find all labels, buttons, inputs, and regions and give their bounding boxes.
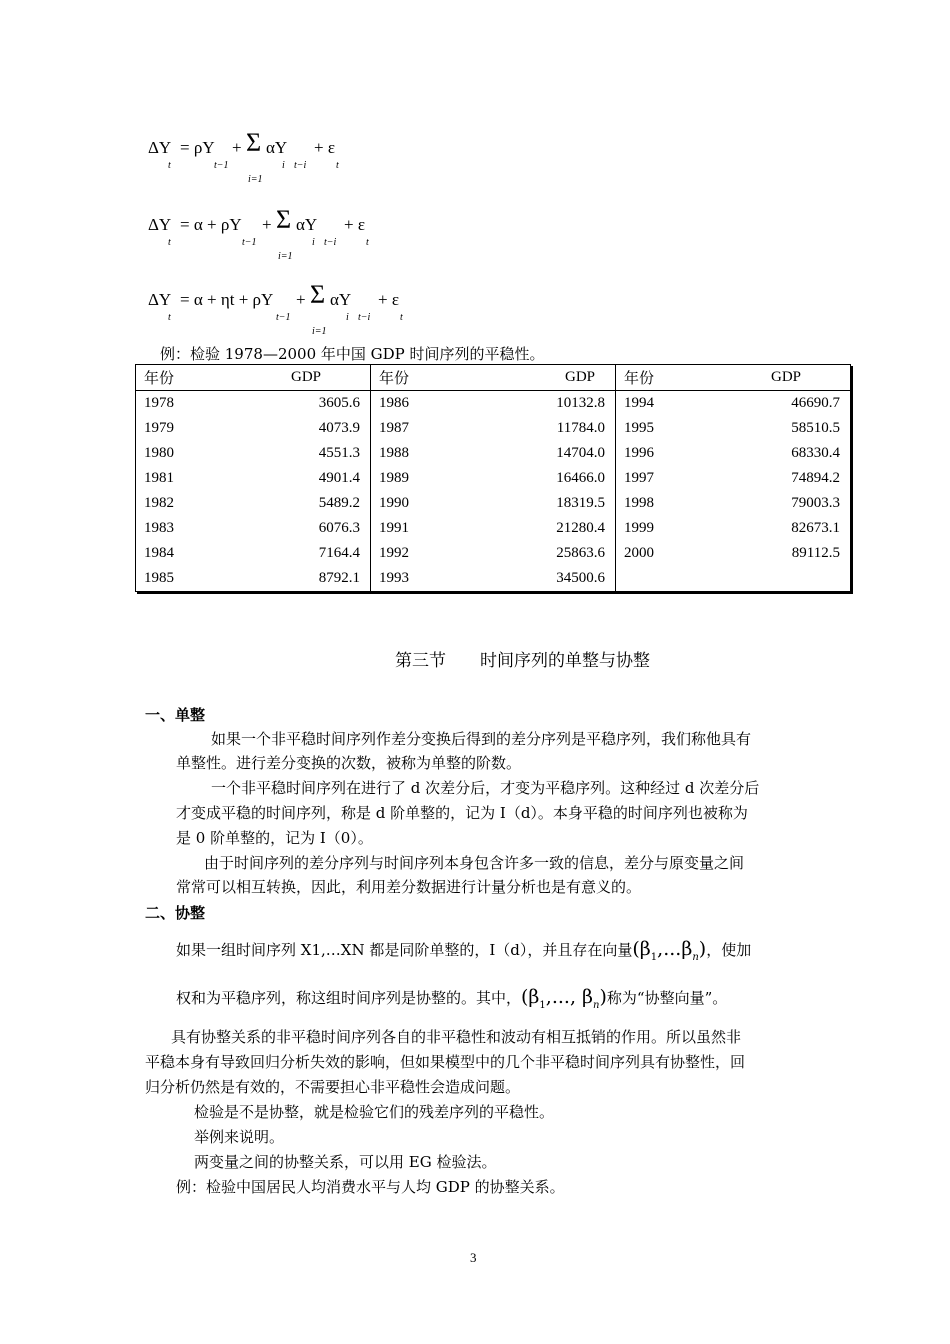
- paragraph-2-line-1: 一个非平稳时间序列在进行了 d 次差分后，才变为平稳序列。这种经过 d 次差分后: [211, 779, 760, 797]
- table-row: [136, 441, 851, 466]
- eq1-sum: Σ: [246, 128, 262, 157]
- gdp-cell: [728, 566, 851, 592]
- header-year-1: 年份: [136, 365, 249, 391]
- year-cell: 1986: [371, 391, 484, 417]
- gdp-cell: 74894.2: [791, 470, 840, 486]
- table-row: [136, 541, 851, 566]
- year-cell: 1990: [371, 491, 484, 516]
- eq1-sub-ti: t−i: [294, 160, 307, 171]
- paragraph-4-line-1: [176, 937, 816, 970]
- paragraph-9: 例：检验中国居民人均消费水平与人均 GDP 的协整关系。: [176, 1178, 565, 1196]
- year-cell: 1991: [371, 516, 484, 541]
- paragraph-1-line-2: 单整性。进行差分变换的次数，被称为单整的阶数。: [176, 754, 522, 772]
- table-row: [136, 466, 851, 491]
- eq1-rhs: = ρY: [180, 138, 215, 157]
- table-row: [136, 491, 851, 516]
- year-cell: 1993: [371, 566, 484, 592]
- eq1-lhs: ΔY: [148, 138, 172, 157]
- year-cell: 1995: [616, 416, 729, 441]
- vec1-sub-1: 1: [650, 951, 658, 963]
- year-cell: 1979: [144, 420, 174, 436]
- gdp-cell: 79003.3: [791, 495, 840, 511]
- year-cell: 1982: [144, 495, 174, 511]
- eq3-sub-i1: i=1: [312, 326, 327, 337]
- gdp-cell: 4901.4: [318, 470, 360, 486]
- year-cell: [616, 566, 729, 592]
- gdp-cell: 82673.1: [791, 520, 840, 536]
- paragraph-4-line-2: [176, 985, 816, 1018]
- eq1-sub-t: t: [168, 160, 171, 171]
- paragraph-6: 检验是不是协整，就是检验它们的残差序列的平稳性。: [194, 1103, 555, 1121]
- eq2-sub-ti: t−i: [324, 237, 337, 248]
- header-gdp-1: GDP: [248, 365, 371, 391]
- eq2-plus: +: [262, 215, 272, 234]
- gdp-cell: 5489.2: [318, 495, 360, 511]
- page-number: 3: [470, 1250, 477, 1265]
- vec2-sub-n: n: [593, 999, 600, 1011]
- paragraph-4-line-2-tail: 称为“协整向量”。: [606, 989, 728, 1007]
- eq2-sub-t: t: [168, 237, 171, 248]
- gdp-cell: 18319.5: [556, 495, 605, 511]
- year-cell: 1981: [144, 470, 174, 486]
- eq2-rhs: = α + ρY: [180, 215, 242, 234]
- equation-1: [148, 128, 408, 188]
- eq2-sub-t1: t−1: [242, 237, 257, 248]
- eq3-term: αY: [330, 290, 352, 309]
- gdp-cell: 58510.5: [791, 420, 840, 436]
- eq2-term: αY: [296, 215, 318, 234]
- paragraph-1-line-1: 如果一个非平稳时间序列作差分变换后得到的差分序列是平稳序列，我们称他具有: [211, 730, 752, 748]
- paragraph-4-line-1-text: 如果一组时间序列 X1,…XN 都是同阶单整的，I（d），并且存在向量: [176, 941, 633, 959]
- gdp-cell: 16466.0: [556, 470, 605, 486]
- gdp-cell: 25863.6: [556, 545, 605, 561]
- paragraph-7: 举例来说明。: [194, 1128, 285, 1146]
- table-row: [136, 391, 851, 417]
- eq2-sub-i: i: [312, 237, 315, 248]
- eq1-term: αY: [266, 138, 288, 157]
- gdp-cell: 7164.4: [318, 545, 360, 561]
- eq3-plus: +: [296, 290, 306, 309]
- gdp-cell: 6076.3: [318, 520, 360, 536]
- equation-3: [148, 280, 478, 340]
- gdp-table: [135, 364, 851, 592]
- paragraph-4-line-1-tail: ，使加: [706, 941, 752, 959]
- eq1-sub-t-eps: t: [336, 160, 339, 171]
- eq1-plus: +: [232, 138, 242, 157]
- gdp-cell: 68330.4: [791, 445, 840, 461]
- eq3-sub-t: t: [168, 312, 171, 323]
- example-caption: 例：检验 1978—2000 年中国 GDP 时间序列的平稳性。: [160, 345, 545, 363]
- year-cell: 1989: [371, 466, 484, 491]
- vec2-sub-1: 1: [539, 999, 546, 1011]
- year-cell: 1994: [616, 391, 729, 417]
- eq2-sum: Σ: [276, 205, 292, 234]
- gdp-cell: 8792.1: [318, 570, 360, 586]
- gdp-cell: 46690.7: [791, 395, 840, 411]
- eq3-sub-t1: t−1: [276, 312, 291, 323]
- gdp-cell: 3605.6: [318, 395, 360, 411]
- header-year-3: 年份: [616, 365, 729, 391]
- gdp-cell: 4073.9: [318, 420, 360, 436]
- eq1-sub-t1: t−1: [214, 160, 229, 171]
- year-cell: 1987: [371, 416, 484, 441]
- year-cell: 1997: [616, 466, 729, 491]
- eq3-sum: Σ: [310, 280, 326, 309]
- table-row: [136, 416, 851, 441]
- subsection-heading-2: 二、协整: [145, 904, 206, 922]
- gdp-cell: 21280.4: [556, 520, 605, 536]
- vec1-sub-n: n: [692, 951, 699, 963]
- header-year-2: 年份: [371, 365, 484, 391]
- paragraph-4-line-2-text: 权和为平稳序列，称这组时间序列是协整的。其中，: [176, 989, 522, 1007]
- equation-2: [148, 205, 448, 265]
- cointegration-vector-2: ($\beta_1$,..., $\beta_n$): [521, 986, 607, 1011]
- year-cell: 2000: [616, 541, 729, 566]
- eq1-sub-i: i: [282, 160, 285, 171]
- eq3-rhs: = α + ηt + ρY: [180, 290, 274, 309]
- year-cell: 1984: [144, 545, 174, 561]
- eq3-sub-t-eps: t: [400, 312, 403, 323]
- paragraph-5-line-3: 归分析仍然是有效的，不需要担心非平稳性会造成问题。: [145, 1078, 521, 1096]
- paragraph-5-line-2: 平稳本身有导致回归分析失效的影响，但如果模型中的几个非平稳时间序列具有协整性，回: [145, 1053, 746, 1071]
- table-row: [136, 566, 851, 592]
- year-cell: 1988: [371, 441, 484, 466]
- year-cell: 1992: [371, 541, 484, 566]
- eq2-sub-i1: i=1: [278, 251, 293, 262]
- year-cell: 1998: [616, 491, 729, 516]
- eq2-lhs: ΔY: [148, 215, 172, 234]
- gdp-cell: 14704.0: [556, 445, 605, 461]
- eq3-eps: + ε: [378, 290, 399, 309]
- eq3-sub-i: i: [346, 312, 349, 323]
- eq2-sub-t-eps: t: [366, 237, 369, 248]
- gdp-cell: 34500.6: [556, 570, 605, 586]
- year-cell: 1999: [616, 516, 729, 541]
- paragraph-3-line-2: 常常可以相互转换，因此，利用差分数据进行计量分析也是有意义的。: [176, 878, 642, 896]
- subsection-heading-1: 一、单整: [145, 706, 206, 724]
- eq1-eps: + ε: [314, 138, 335, 157]
- eq3-lhs: ΔY: [148, 290, 172, 309]
- section-title: 第三节 时间序列的单整与协整: [395, 651, 650, 671]
- gdp-cell: 10132.8: [556, 395, 605, 411]
- year-cell: 1980: [144, 445, 174, 461]
- gdp-cell: 4551.3: [318, 445, 360, 461]
- gdp-cell: 11784.0: [556, 420, 605, 436]
- paragraph-2-line-2: 才变成平稳的时间序列，称是 d 阶单整的，记为 I（d）。本身平稳的时间序列也被称为: [176, 804, 748, 822]
- paragraph-8: 两变量之间的协整关系，可以用 EG 检验法。: [194, 1153, 497, 1171]
- header-gdp-2: GDP: [483, 365, 616, 391]
- table-header-row: [136, 365, 851, 391]
- eq3-sub-ti: t−i: [358, 312, 371, 323]
- eq1-sub-i1: i=1: [248, 174, 263, 185]
- gdp-cell: 89112.5: [791, 545, 840, 561]
- year-cell: 1978: [144, 395, 174, 411]
- paragraph-5-line-1: 具有协整关系的非平稳时间序列各自的非平稳性和波动有相互抵销的作用。所以虽然非: [171, 1028, 742, 1046]
- header-gdp-3: GDP: [728, 365, 851, 391]
- year-cell: 1996: [616, 441, 729, 466]
- eq2-eps: + ε: [344, 215, 365, 234]
- paragraph-2-line-3: 是 0 阶单整的，记为 I（0）。: [176, 829, 373, 847]
- paragraph-3-line-1: 由于时间序列的差分序列与时间序列本身包含许多一致的信息，差分与原变量之间: [204, 854, 745, 872]
- cointegration-vector-1: $(\beta_1,...\beta_n)$: [632, 938, 707, 963]
- year-cell: 1983: [144, 520, 174, 536]
- year-cell: 1985: [144, 570, 174, 586]
- table-row: [136, 516, 851, 541]
